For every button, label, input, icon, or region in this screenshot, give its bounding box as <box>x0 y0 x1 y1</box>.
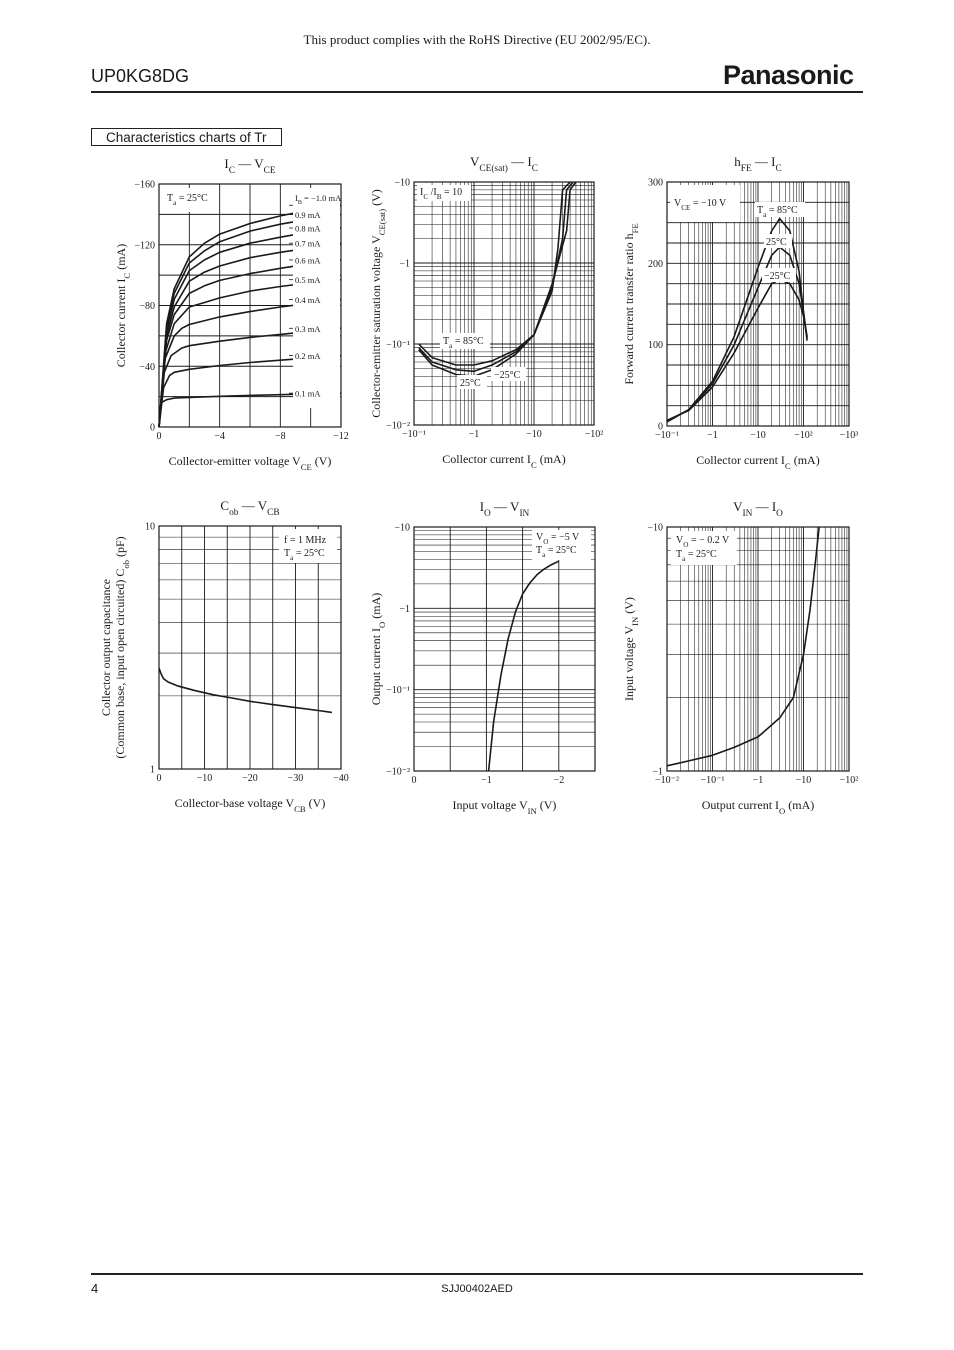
x-tick-label: −10⁻¹ <box>402 429 426 440</box>
condition-text: $I_C$ $/I_B = 10$ <box>420 187 463 201</box>
series-label: −25°C <box>764 271 791 282</box>
x-tick-label: −10⁻¹ <box>655 430 679 441</box>
y-tick-label: 0 <box>150 422 155 434</box>
y-tick-label: 200 <box>648 258 663 270</box>
x-tick-label: −10² <box>794 430 813 441</box>
chart-title: $I_C$ — $V_{CE}$ <box>224 156 276 176</box>
series-group <box>489 561 559 771</box>
y-axis-label-line1: Collector output capacitance <box>99 578 113 717</box>
y-tick-label: −10 <box>394 177 410 189</box>
x-tick-label: −30 <box>287 773 304 784</box>
x-tick-label: −1 <box>468 429 480 440</box>
x-tick-label: −40 <box>333 773 349 784</box>
x-tick-label: −1 <box>752 775 764 786</box>
y-tick-label: 1 <box>150 764 155 776</box>
y-axis-label: Forward current transfer ratio $h_{FE}$ <box>622 223 640 385</box>
chart-vcesat-ic <box>369 154 603 470</box>
curve-label: 0.7 mA <box>295 238 321 249</box>
y-axis-label: Output current $I_O$ (mA) <box>369 592 387 706</box>
series-label: −25°C <box>494 370 521 381</box>
x-tick-label: −10² <box>839 775 859 786</box>
x-tick-label: −8 <box>275 431 286 442</box>
y-axis-label: Collector current $I_C$ (mA) <box>114 243 132 368</box>
curve-label: 0.9 mA <box>295 209 321 220</box>
x-tick-label: −1 <box>707 430 718 441</box>
x-tick-label: −10⁻² <box>655 775 679 786</box>
condition-text: f = 1 MHz <box>284 535 327 546</box>
y-tick-label: −10 <box>647 522 663 534</box>
x-tick-label: −1 <box>481 775 492 786</box>
y-tick-label: −80 <box>139 301 155 312</box>
rohs-notice: This product complies with the RoHS Directive (EU 2002/95/EC). <box>303 32 651 47</box>
x-axis-label: Collector-base voltage $V_{CB}$ (V) <box>174 796 326 814</box>
curve-label: 0.5 mA <box>295 275 321 286</box>
condition-text: $T_a = 25^\circ C$ <box>167 193 208 207</box>
chart-title: $V_{CE(sat)}$ — $I_C$ <box>469 154 539 174</box>
curve-label: 0.2 mA <box>295 351 321 362</box>
y-tick-label: −10⁻² <box>386 420 410 432</box>
x-tick-label: −10² <box>584 429 604 440</box>
curve-label: $I_B = -1.0$ mA <box>295 193 342 206</box>
x-tick-label: −10⁻¹ <box>700 775 725 786</box>
x-tick-label: −10 <box>526 429 542 440</box>
doc-code: SJJ00402AED <box>441 1283 513 1295</box>
part-number: UP0KG8DG <box>91 66 190 86</box>
brand-logo: Panasonic <box>723 60 854 90</box>
x-tick-label: −2 <box>553 775 565 786</box>
x-tick-label: −10 <box>196 773 213 784</box>
y-tick-label: −120 <box>134 240 155 252</box>
y-tick-label: −1 <box>399 258 410 270</box>
condition-text: $T_a = 25^\circ C$ <box>676 549 717 563</box>
x-tick-label: −12 <box>333 431 349 442</box>
x-tick-label: 0 <box>156 431 162 442</box>
series-label: 25°C <box>766 237 787 248</box>
y-tick-label: −10⁻² <box>386 766 410 778</box>
y-tick-label: 300 <box>648 177 663 189</box>
x-tick-label: −20 <box>242 773 258 784</box>
curve-label: 0.3 mA <box>295 323 321 334</box>
curve-label: 0.4 mA <box>295 294 321 305</box>
x-axis-label: Collector current $I_C$ (mA) <box>442 452 566 470</box>
chart-io-vin <box>369 499 595 816</box>
curve-label: 0.8 mA <box>295 223 321 234</box>
chart-cob-vcb <box>99 498 349 814</box>
series-label: $T_a = 85^\circ C$ <box>757 205 798 219</box>
y-axis-label: Input voltage $V_{IN}$ (V) <box>622 597 640 701</box>
plot-frame <box>414 527 595 771</box>
series-label: 25°C <box>460 378 481 389</box>
y-tick-label: −10 <box>394 522 410 534</box>
series-label: $T_a = 85^\circ C$ <box>443 336 484 350</box>
condition-text: $V_O = -5$ V <box>536 532 580 546</box>
page-number: 4 <box>91 1281 99 1296</box>
y-tick-label: −10⁻¹ <box>386 339 410 351</box>
y-tick-label: 0 <box>658 421 663 433</box>
chart-title: $h_{FE}$ — $I_C$ <box>734 154 782 174</box>
y-tick-label: −10⁻¹ <box>386 685 410 697</box>
y-axis-label: (Common base, input open circuited) $C_{ob}$ (pF) <box>113 536 131 759</box>
x-tick-label: 0 <box>156 773 162 784</box>
x-tick-label: −10 <box>750 430 766 441</box>
series-line <box>159 668 332 712</box>
x-axis-label: Input voltage $V_{IN}$ (V) <box>452 798 557 816</box>
chart-title: $V_{IN}$ — $I_O$ <box>733 499 783 519</box>
section-title: Characteristics charts of Tr <box>91 128 282 146</box>
chart-title: $I_O$ — $V_{IN}$ <box>479 499 530 519</box>
x-axis-label: Collector current $I_C$ (mA) <box>696 453 820 471</box>
series-group <box>159 668 332 712</box>
series-line <box>667 280 807 421</box>
curve-label: 0.6 mA <box>295 255 321 266</box>
condition-text: $T_a = 25^\circ C$ <box>536 545 577 559</box>
y-axis-label: Collector-emitter saturation voltage $V_{CE(sat)}$ (V) <box>369 189 387 418</box>
x-tick-label: −10 <box>795 775 812 786</box>
y-tick-label: −40 <box>139 361 155 373</box>
series-group <box>667 219 807 422</box>
series-line <box>667 219 807 422</box>
y-tick-label: −1 <box>652 766 663 778</box>
x-tick-label: 0 <box>411 775 417 786</box>
x-axis-label: Output current $I_O$ (mA) <box>701 798 815 816</box>
curve-label: 0.1 mA <box>295 388 321 399</box>
x-tick-label: −10³ <box>839 430 859 441</box>
condition-text: $V_O$ = − 0.2 V <box>676 535 730 549</box>
series-line <box>489 561 559 771</box>
y-tick-label: 10 <box>145 521 155 533</box>
grid <box>414 527 595 771</box>
chart-ic-vce <box>114 156 349 472</box>
chart-title: $C_{ob}$ — $V_{CB}$ <box>220 498 280 518</box>
condition-text: $T_a = 25^\circ C$ <box>284 548 325 562</box>
y-tick-label: 100 <box>648 340 663 352</box>
x-axis-label: Collector-emitter voltage $V_{CE}$ (V) <box>168 454 332 472</box>
condition-text: $V_{CE} = -10$ V <box>674 198 727 212</box>
x-tick-label: −4 <box>214 431 225 442</box>
y-tick-label: −160 <box>134 179 155 191</box>
footer-rule <box>91 1273 863 1275</box>
chart-vin-io <box>622 499 858 816</box>
y-tick-label: −1 <box>399 603 410 615</box>
chart-hfe-ic <box>622 154 858 471</box>
